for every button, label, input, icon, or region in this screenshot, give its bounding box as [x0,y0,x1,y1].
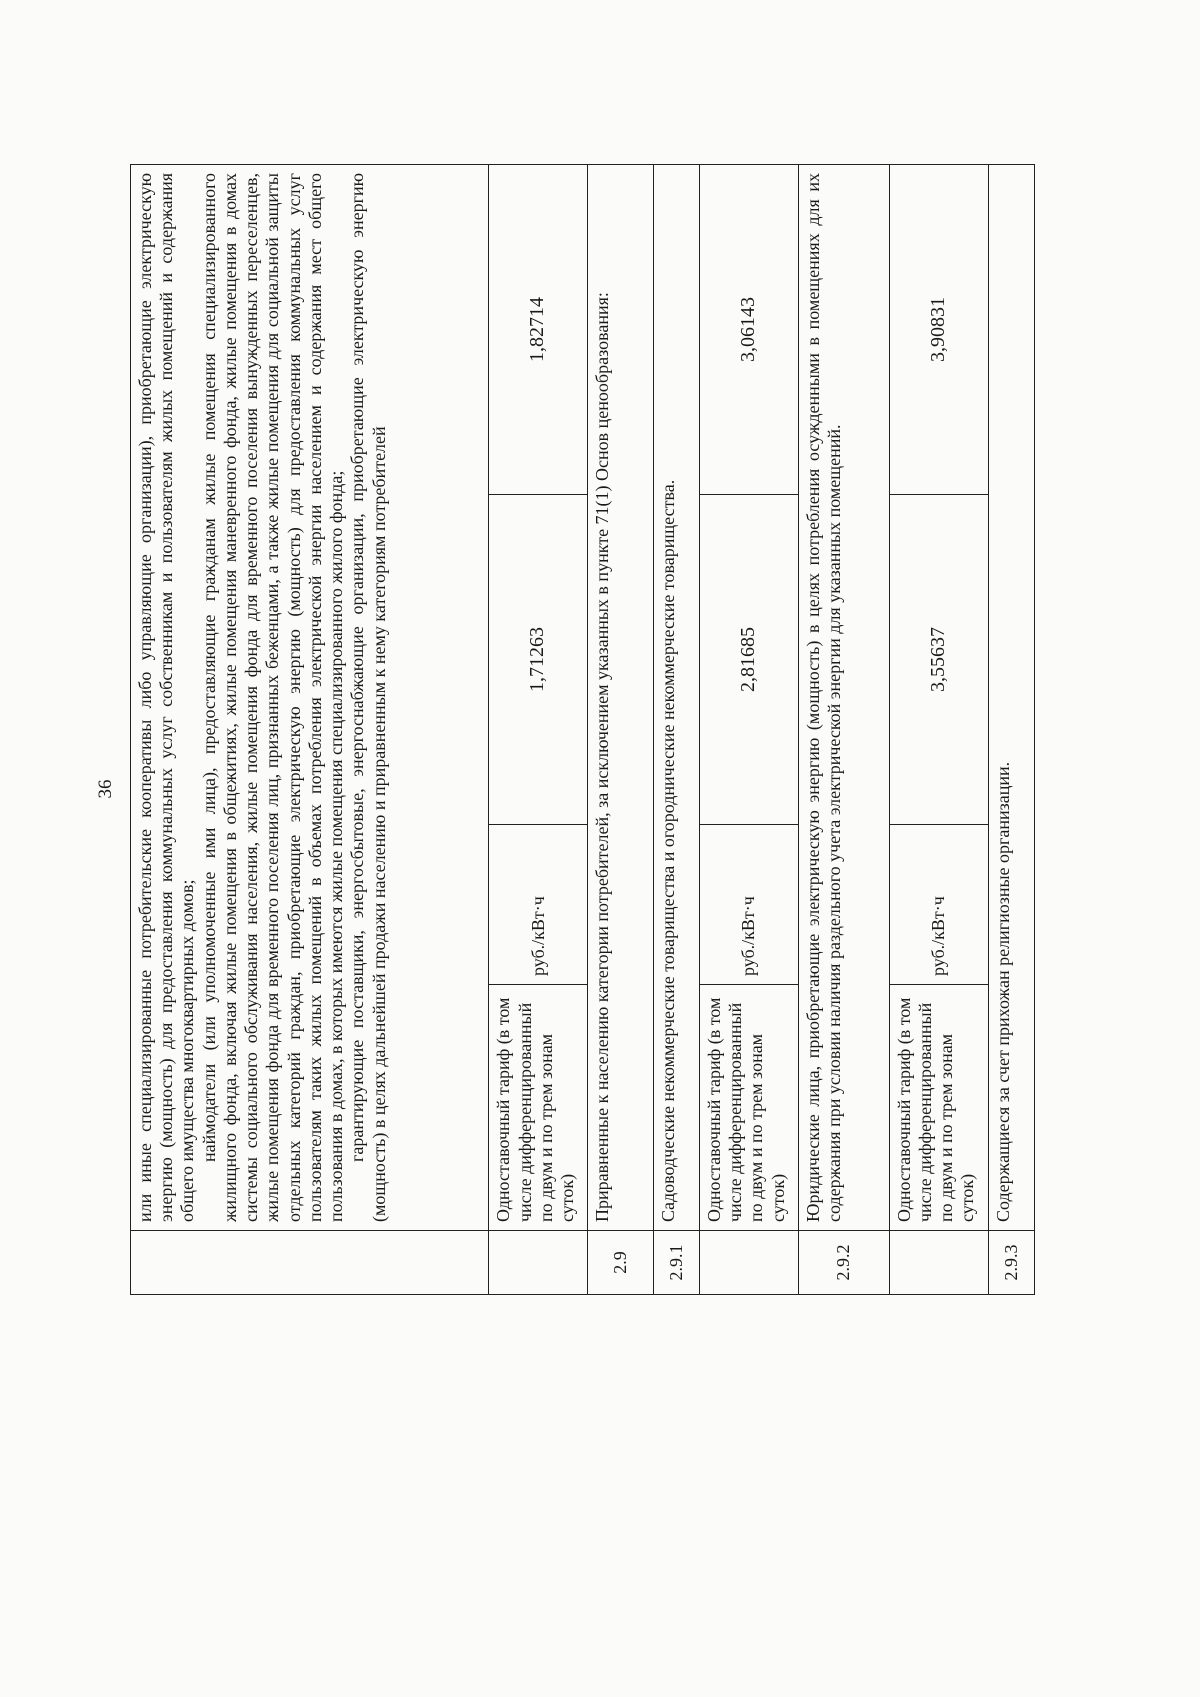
row-number-cell: 2.9 [588,1231,653,1295]
rotated-sheet [130,165,1035,1295]
table-row [131,164,489,1294]
unit-cell: руб./кВт·ч [889,825,988,985]
unit-cell: руб./кВт·ч [699,825,798,985]
section-title-cell: Садоводческие некоммерческие товарищества и огороднические некоммерческие товарищества. [653,164,699,1230]
page-number: 36 [95,779,116,799]
table-row [489,164,588,1294]
table-row [699,164,798,1294]
row-number-cell [699,1231,798,1295]
section-title-cell: Приравненные к населению категории потребителей, за исключением указанных в пункте 71(1) Основ ценообразования: [588,164,653,1230]
paragraph-cooperatives: или иные специализированные потребительские кооперативы либо управляющие организации), приобретающие электрическую энергию (мощность) для предоставления коммунальных услуг собственникам и пользователям жилых помещений и содержания общего имущества многоквартирных домов; [135,172,198,1222]
category-description-cell [131,164,489,1230]
section-title-cell: Юридические лица, приобретающие электрическую энергию (мощность) в целях потребления осужденными в помещениях для их содержания при условии наличия раздельного учета электрической энергии для указанных помещений. [798,164,889,1230]
row-number-cell [131,1231,489,1295]
table-row [798,164,889,1294]
tariff-value-second-half: 1,82714 [489,164,588,494]
tariff-label-cell: Одноставочный тариф (в том числе дифференцированный по двум и по трем зонам суток) [489,985,588,1231]
tariff-value-first-half: 1,71263 [489,495,588,825]
tariff-value-first-half: 2,81685 [699,495,798,825]
row-number-cell [889,1231,988,1295]
tariff-value-second-half: 3,90831 [889,164,988,494]
row-number-cell: 2.9.2 [798,1231,889,1295]
unit-cell: руб./кВт·ч [489,825,588,985]
table-row [889,164,988,1294]
row-number-cell: 2.9.1 [653,1231,699,1295]
tariff-value-first-half: 3,55637 [889,495,988,825]
table-row [653,164,699,1294]
tariff-value-second-half: 3,06143 [699,164,798,494]
section-title-cell: Содержащиеся за счет прихожан религиозные организации. [988,164,1034,1230]
paragraph-suppliers: гарантирующие поставщики, энергосбытовые, энергоснабжающие организации, приобретающие электрическую энергию (мощность) в целях дальнейшей продажи населению и приравненным к нему категориям потребителей [347,172,389,1222]
row-number-cell [489,1231,588,1295]
paragraph-landlords: наймодатели (или уполномоченные ими лица), предоставляющие гражданам жилые помещения специализированного жилищного фонда, включая жилые помещения в общежитиях, жилые помещения маневренного фонда, жилые помещения в домах системы социального обслуживания населения, жилые помещения фонда для временного поселения вынужденных переселенцев, жилые помещения фонда для временного поселения лиц, признанных беженцами, а также жилые помещения для социальной защиты отдельных категорий граждан, приобретающие электрическую энергию (мощность) для предоставления коммунальных услуг пользователям таких жилых помещений в объемах потребления электрической энергии населением и содержания мест общего пользования в домах, в которых имеются жилые помещения специализированного жилого фонда; [198,172,347,1222]
row-number-cell: 2.9.3 [988,1231,1034,1295]
tariff-label-cell: Одноставочный тариф (в том числе дифференцированный по двум и по трем зонам суток) [889,985,988,1231]
table-row [988,164,1034,1294]
tariff-table [130,164,1035,1295]
tariff-label-cell: Одноставочный тариф (в том числе дифференцированный по двум и по трем зонам суток) [699,985,798,1231]
table-row [588,164,653,1294]
